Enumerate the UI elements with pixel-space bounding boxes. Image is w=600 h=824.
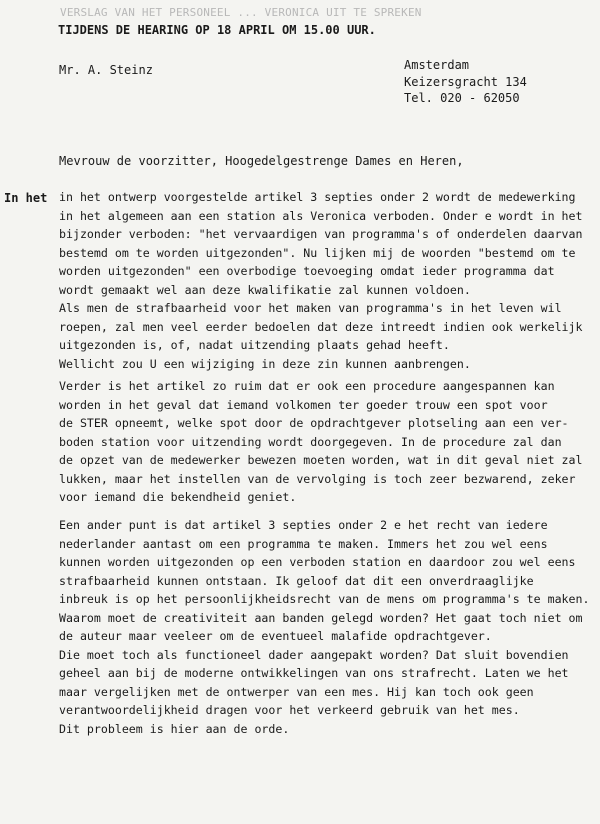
- text-line: uitgezonden is, of, nadat uitzending plaats gehad heeft.: [59, 338, 450, 352]
- text-line: lukken, maar het instellen van de vervolging is toch zeer bezwarend, zeker: [59, 471, 576, 486]
- text-line: voor iemand die bekendheid geniet.: [59, 490, 297, 504]
- text-line: de auteur maar veeleer om de eventueel malafide opdrachtgever.: [59, 629, 492, 643]
- address-phone: Tel. 020 - 62050: [404, 91, 520, 105]
- address-block: [404, 57, 527, 107]
- text-line: geheel aan bij de moderne ontwikkelingen van ons strafrecht. Laten we het: [59, 666, 569, 680]
- text-line: Als men de strafbaarheid voor het maken van programma's in het leven wil: [59, 301, 562, 315]
- text-line: maar vergelijken met de ontwerper van een mes. Hij kan toch ook geen: [59, 684, 534, 699]
- text-line: bijzonder verboden: "het vervaardigen van programma's of onderdelen daarvan: [59, 227, 583, 241]
- text-line: strafbaarheid kunnen ontstaan. Ik geloof dat dit een onverdraaglijke: [59, 573, 534, 588]
- text-line: Verder is het artikel zo ruim dat er ook een procedure aangespannen kan: [59, 379, 555, 393]
- margin-annotation: In het: [4, 191, 48, 205]
- text-line: bestemd om te worden uitgezonden". Nu lijken mij de woorden "bestemd om te: [59, 245, 576, 260]
- text-line: Wellicht zou U een wijziging in deze zin kunnen aanbrengen.: [59, 356, 471, 371]
- text-line: in het algemeen aan een station als Veronica verboden. Onder e wordt in het: [59, 208, 583, 223]
- text-line: wordt gemaakt wel aan deze kwalifikatie zal kunnen voldoen.: [59, 282, 471, 297]
- text-line: inbreuk is op het persoonlijkheidsrecht van de mens om programma's te maken.: [59, 592, 590, 606]
- text-line: Die moet toch als functioneel dader aangepakt worden? Dat sluit bovendien: [59, 647, 569, 662]
- text-line: Waarom moet de creativiteit aan banden gelegd worden? Het gaat toch niet om: [59, 610, 583, 625]
- text-line: nederlander aantast om een programma te maken. Immers het zou wel eens: [59, 536, 548, 551]
- text-line: de STER opneemt, welke spot door de opdrachtgever plotseling aan een ver-: [59, 416, 569, 430]
- faded-header-line: VERSLAG VAN HET PERSONEEL ... VERONICA UIT TE SPREKEN: [60, 6, 422, 19]
- text-line: de opzet van de medewerker bewezen moeten worden, wat in dit geval niet zal: [59, 453, 583, 467]
- text-line: Dit probleem is hier aan de orde.: [59, 721, 290, 736]
- paragraph-2: [59, 377, 589, 507]
- text-line: boden station voor uitzending wordt doorgegeven. In de procedure zal dan: [59, 434, 562, 449]
- paragraph-1: [59, 188, 589, 373]
- address-street: Keizersgracht 134: [404, 74, 527, 89]
- text-line: verantwoordelijkheid dragen voor het verkeerd gebruik van het mes.: [59, 703, 520, 717]
- text-line: Een ander punt is dat artikel 3 septies onder 2 e het recht van iedere: [59, 518, 548, 532]
- text-line: in het ontwerp voorgestelde artikel 3 septies onder 2 wordt de medewerking: [59, 190, 576, 204]
- text-line: roepen, zal men veel eerder bedoelen dat deze intreedt indien ook werkelijk: [59, 319, 583, 334]
- document-title: TIJDENS DE HEARING OP 18 APRIL OM 15.00 UUR.: [58, 23, 376, 37]
- salutation: Mevrouw de voorzitter, Hoogedelgestrenge Dames en Heren,: [59, 154, 464, 168]
- address-city: Amsterdam: [404, 58, 470, 72]
- text-line: worden in het geval dat iemand volkomen ter goeder trouw een spot voor: [59, 397, 548, 412]
- text-line: kunnen worden uitgezonden op een verboden station en daardoor zou wel eens: [59, 555, 576, 569]
- paragraph-3: [59, 516, 589, 738]
- sender-name: Mr. A. Steinz: [59, 63, 153, 77]
- text-line: worden uitgezonden" een overbodige toevoeging omdat ieder programma dat: [59, 264, 555, 278]
